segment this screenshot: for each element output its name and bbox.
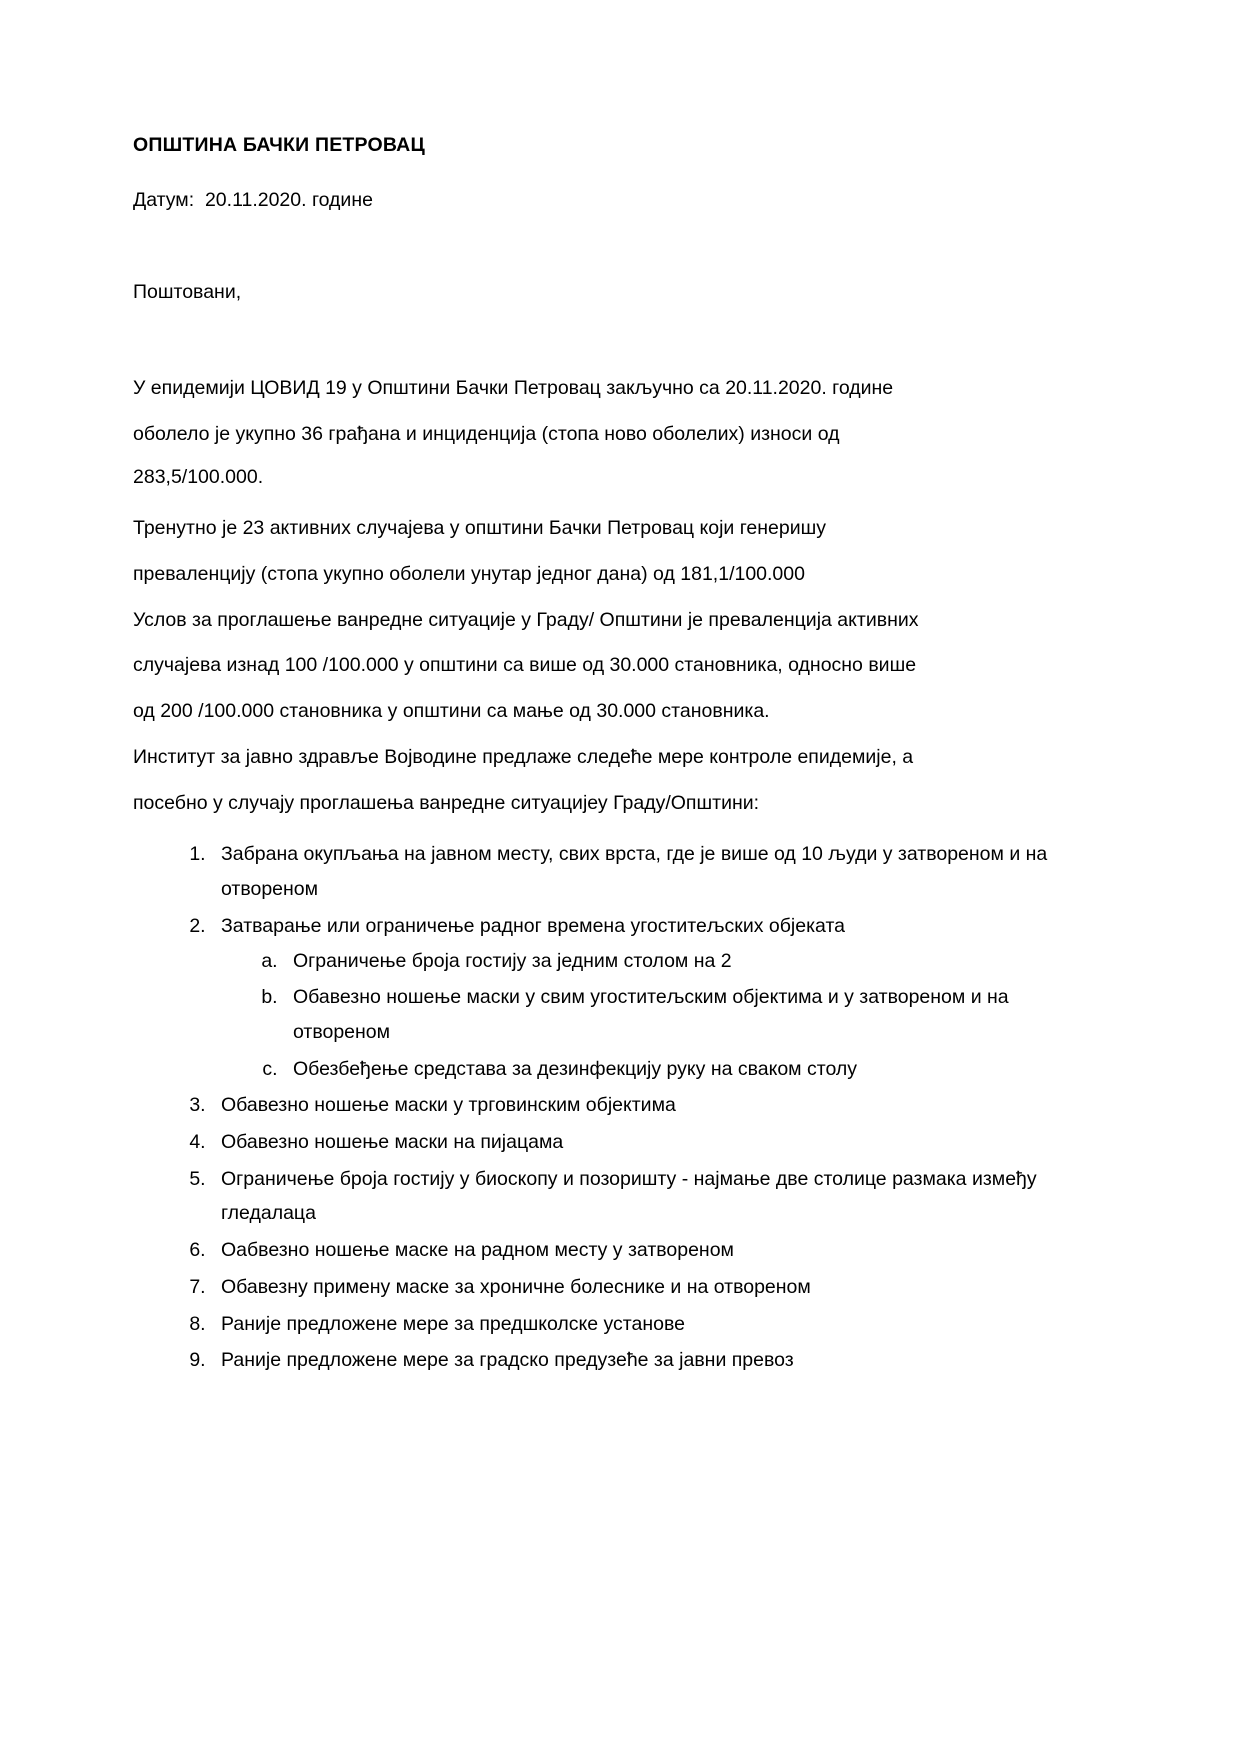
spacer [133, 501, 1100, 509]
measure-sub-list [221, 944, 1100, 1087]
paragraph-line: 283,5/100.000. [133, 466, 264, 489]
measure-item [211, 1233, 1100, 1268]
paragraph-line: преваленцију (стопа укупно оболели унутар једног дана) од 181,1/100.000 [133, 562, 805, 585]
measure-item-label: Раније предложене мере за градско предузеће за јавни превоз [221, 1349, 794, 1372]
measure-sub-item [283, 944, 1100, 979]
measure-item-label: Обавезно ношење маски у трговинским објектима [221, 1094, 676, 1117]
paragraph-line: оболело је укупно 36 грађана и инциденција (стопа ново оболелих) износи од [133, 422, 840, 445]
measure-item-label: Раније предложене мере за предшколске установе [221, 1312, 685, 1335]
measure-item-label: Затварање или ограничење радног времена угоститељских објеката [221, 914, 845, 937]
page-title: ОПШТИНА БАЧКИ ПЕТРОВАЦ [133, 134, 425, 156]
paragraph-line: Институт за јавно здравље Војводине предлаже следеће мере контроле епидемије, а [133, 745, 914, 768]
paragraph-line: У епидемији ЦОВИД 19 у Општини Бачки Петровац закључно са 20.11.2020. године [133, 376, 894, 399]
measure-sub-item-label: Обавезно ношење маски у свим угоститељским објектима и у затвореном и на отвореном [293, 986, 1009, 1043]
measure-sub-item [283, 980, 1100, 1049]
measure-item [211, 1343, 1100, 1378]
measure-sub-item [283, 1052, 1100, 1087]
measure-sub-item-label: Ограничење броја гостију за једним столом на 2 [293, 949, 732, 972]
measure-item [211, 1270, 1100, 1305]
measure-item-label: Обавезну примену маске за хроничне болеснике и на отвореном [221, 1275, 811, 1298]
measure-item [211, 1307, 1100, 1342]
paragraph-line: Тренутно је 23 активних случајева у општини Бачки Петровац који генеришу [133, 517, 827, 540]
measure-item [211, 837, 1100, 906]
salutation: Поштовани, [133, 280, 242, 303]
date-line: Датум: 20.11.2020. године [133, 189, 373, 212]
measures-list [133, 837, 1100, 1378]
paragraph-line: од 200 /100.000 становника у општини са мање од 30.000 становника. [133, 700, 770, 723]
measure-item-label: Оабвезно ношење маске на радном месту у затвореном [221, 1239, 734, 1262]
paragraph-line: Услов за проглашење ванредне ситуације у Граду/ Општини је преваленција активних [133, 608, 919, 631]
paragraph-institute-proposal [133, 738, 1100, 824]
paragraph-line: посебно у случају проглашења ванредне ситуацијеу Граду/Општини: [133, 791, 760, 814]
paragraph-emergency-conditions [133, 601, 1100, 732]
measure-sub-item-label: Обезбеђење средстава за дезинфекцију руку на сваком столу [293, 1057, 858, 1080]
measure-item [211, 909, 1100, 1087]
measure-item-label: Ограничење броја гостију у биоскопу и позоришту - најмање две столице размака између гледалаца [221, 1167, 1037, 1225]
paragraph-line: случајева изнад 100 /100.000 у општини са више од 30.000 становника, односно више [133, 654, 917, 677]
measure-item-label: Забрана окупљања на јавном месту, свих врста, где је више од 10 људи у затвореном и на отвореном [221, 843, 1048, 901]
measure-item-label: Обавезно ношење маски на пијацама [221, 1131, 564, 1154]
measure-item [211, 1088, 1100, 1123]
paragraph-active-cases [133, 509, 1100, 595]
measure-item [211, 1162, 1100, 1231]
measure-item [211, 1125, 1100, 1160]
paragraph-epidemic-summary [133, 369, 1100, 495]
